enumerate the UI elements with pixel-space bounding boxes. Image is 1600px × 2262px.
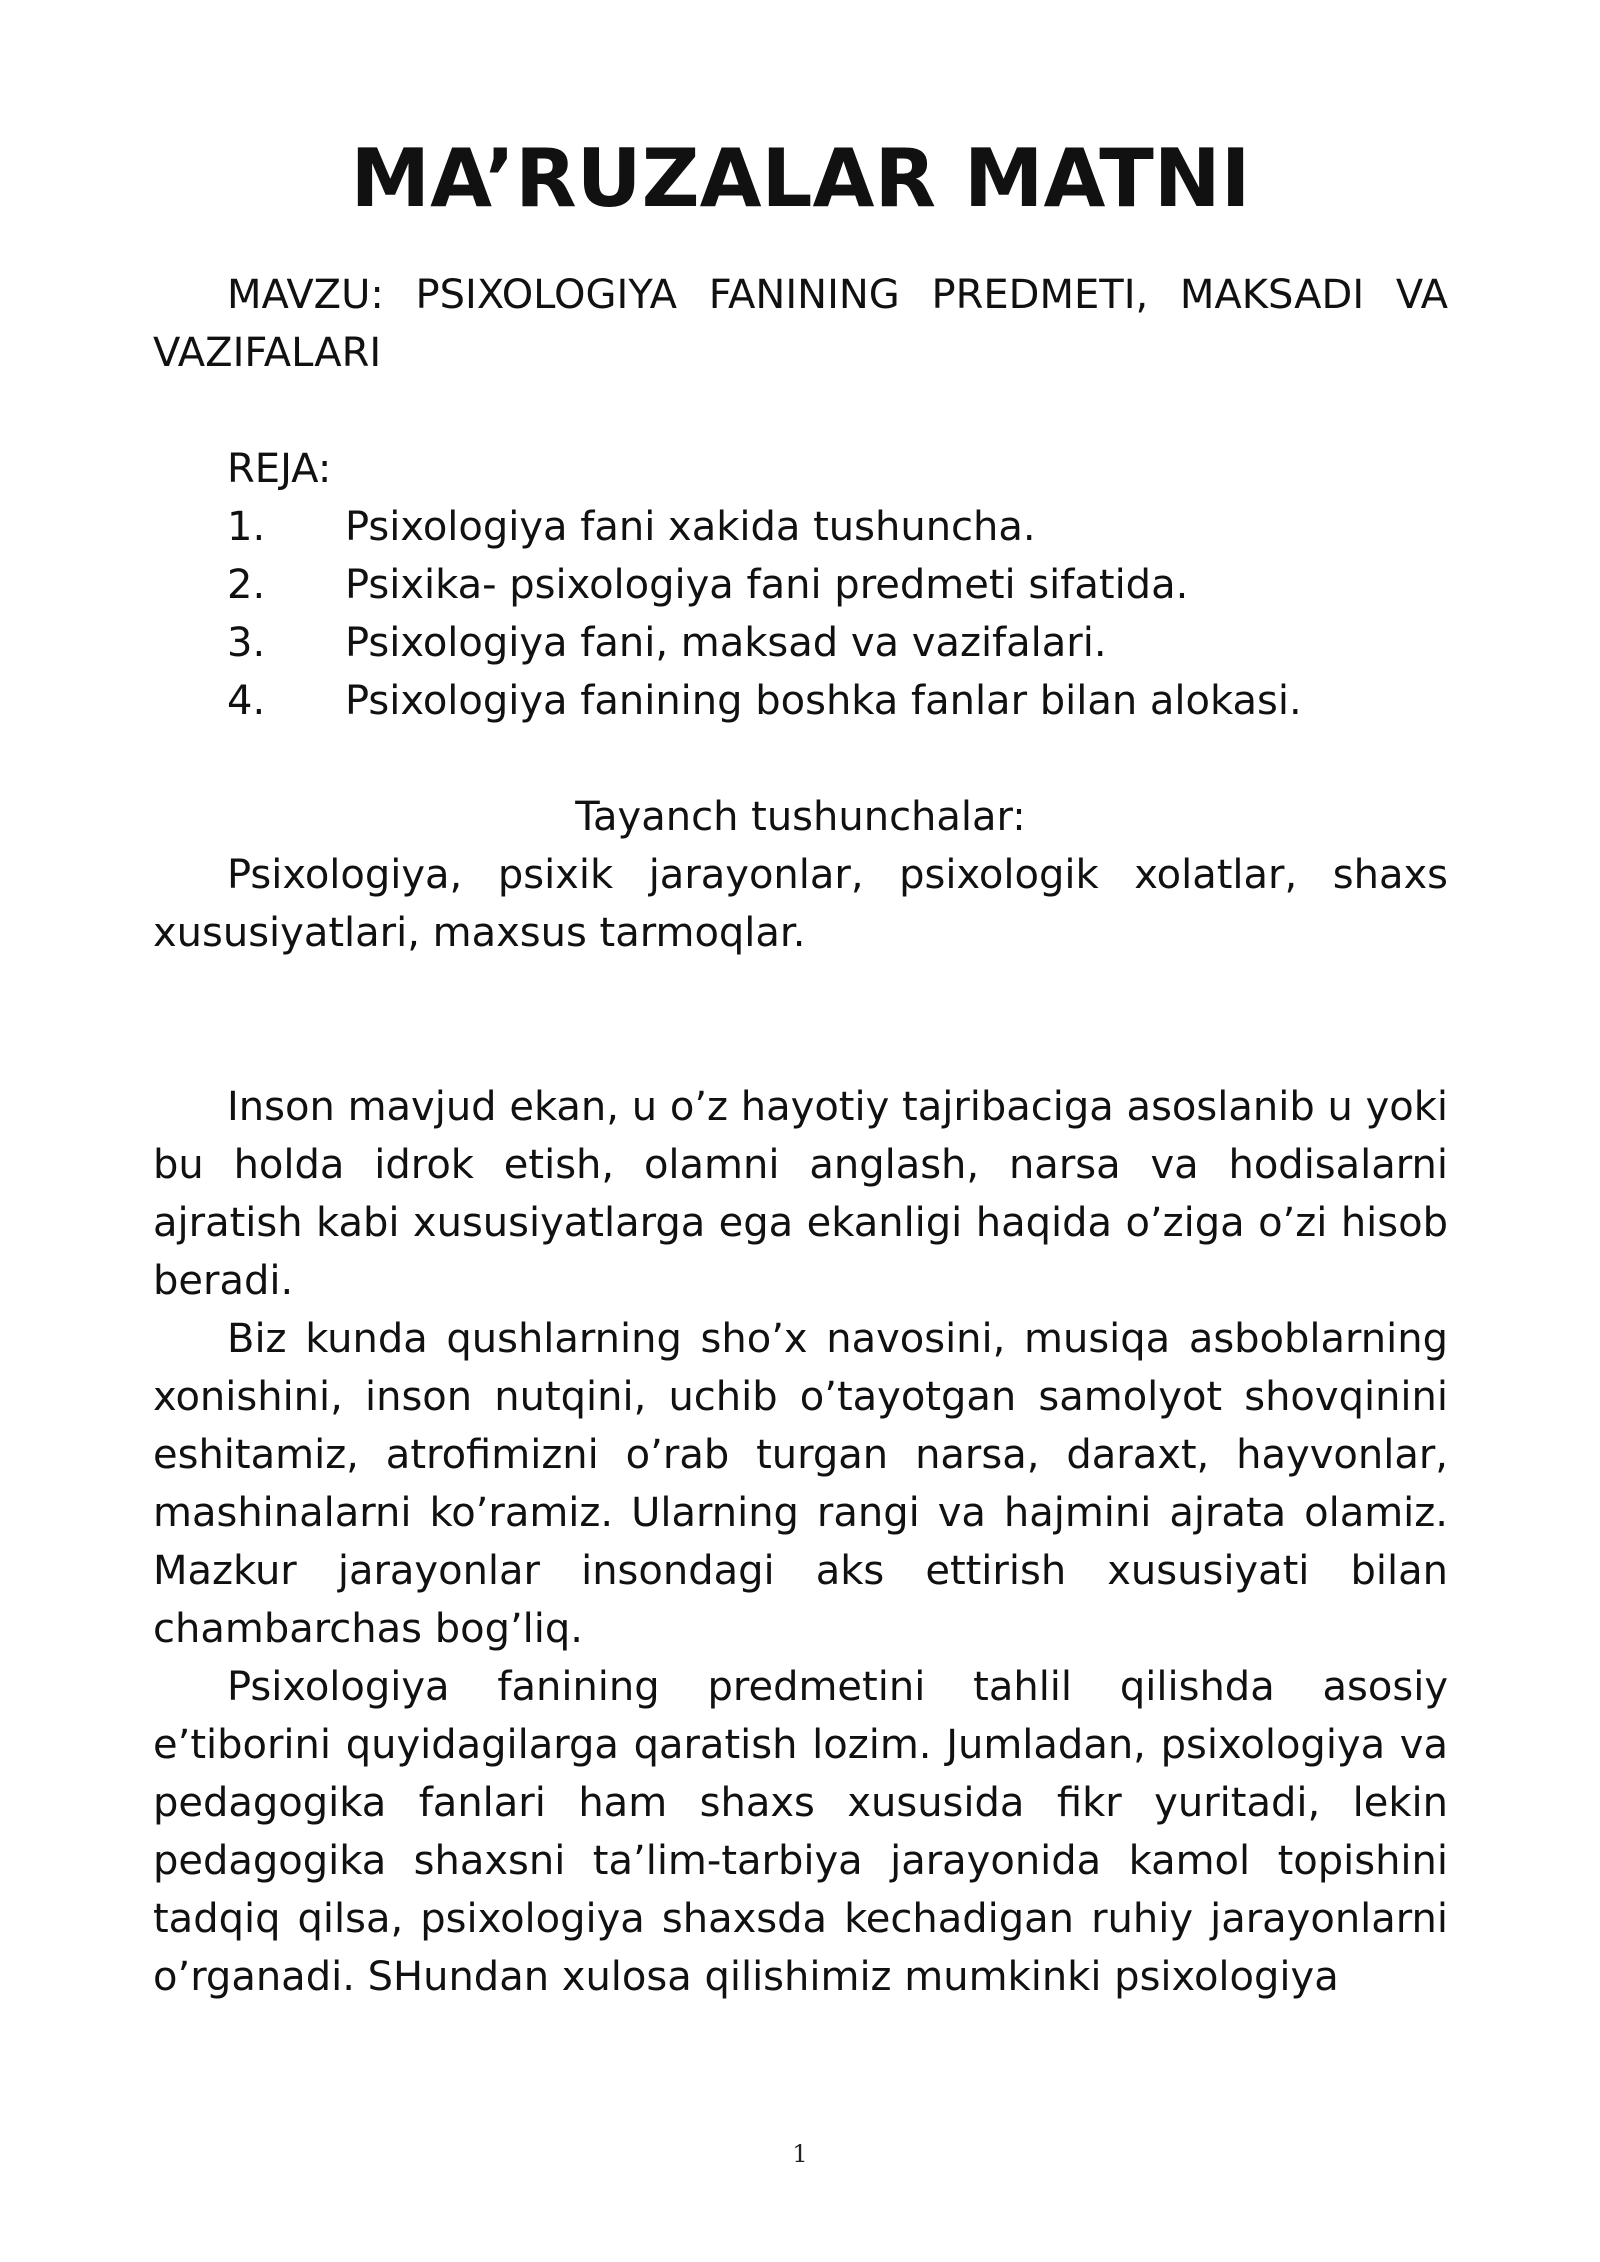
plan-item-number: 3.	[227, 620, 266, 666]
plan-item	[227, 672, 1448, 730]
plan-label: REJA:	[227, 446, 332, 492]
plan-item-text: Psixologiya fanining boshka fanlar bilan alokasi.	[345, 678, 1302, 724]
plan-item-text: Psixologiya fani, maksad va vazifalari.	[345, 620, 1107, 666]
page-number: 1	[792, 2140, 808, 2168]
body-paragraph: Biz kunda qushlarning sho’x navosini, musiqa asboblarning xonishini, inson nutqini, uchib o’tayotgan samolyot shovqinini eshitamiz, atrofimizni o’rab turgan narsa, daraxt, hayvonlar, mashinalarni ko’ramiz. Ularning rangi va hajmini ajrata olamiz. Mazkur jarayonlar insondagi aks ettirish xususiyati bilan chambarchas bog’liq.	[153, 1316, 1448, 1652]
document-page	[153, 132, 1448, 2006]
topic-heading: MAVZU: PSIXOLOGIYA FANINING PREDMETI, MAKSADI VA VAZIFALARI	[153, 272, 1448, 376]
keywords-text: Psixologiya, psixik jarayonlar, psixologik xolatlar, shaxs xususiyatlari, maxsus tarmoqlar.	[153, 852, 1448, 956]
plan-item-number: 2.	[227, 562, 266, 608]
keywords-heading: Tayanch tushunchalar:	[575, 794, 1026, 840]
plan-item	[227, 498, 1448, 556]
plan-list	[153, 498, 1448, 730]
body-paragraph: Psixologiya fanining predmetini tahlil qilishda asosiy e’tiborini quyidagilarga qaratish lozim. Jumladan, psixologiya va pedagogika fanlari ham shaxs xususida fikr yuritadi, lekin pedagogika shaxsni ta’lim-tarbiya jarayonida kamol topishini tadqiq qilsa, psixologiya shaxsda kechadigan ruhiy jarayonlarni o’rganadi. SHundan xulosa qilishimiz mumkinki psixologiya	[153, 1664, 1448, 2000]
plan-item	[227, 614, 1448, 672]
plan-item-number: 4.	[227, 678, 266, 724]
document-title: MA’RUZALAR MATNI	[350, 132, 1251, 225]
plan-item	[227, 556, 1448, 614]
plan-item-number: 1.	[227, 504, 266, 550]
plan-item-text: Psixologiya fani xakida tushuncha.	[345, 504, 1036, 550]
body-paragraph: Inson mavjud ekan, u o’z hayotiy tajribaciga asoslanib u yoki bu holda idrok etish, olamni anglash, narsa va hodisalarni ajratish kabi xususiyatlarga ega ekanligi haqida o’ziga o’zi hisob beradi.	[153, 1084, 1448, 1304]
plan-item-text: Psixika- psixologiya fani predmeti sifatida.	[345, 562, 1189, 608]
